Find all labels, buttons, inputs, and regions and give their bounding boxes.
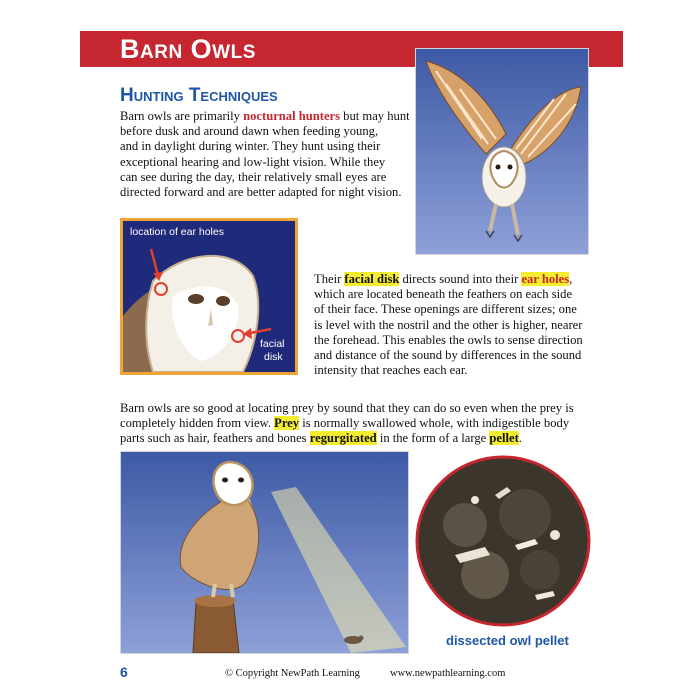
text: directs sound into their <box>399 272 522 286</box>
intro-paragraph <box>120 109 412 200</box>
keyword-ear-holes: ear holes <box>521 272 570 286</box>
label-disk: disk <box>264 351 283 363</box>
text: in the form of a large <box>376 431 490 446</box>
text: Their <box>314 272 345 286</box>
perched-owl-illustration <box>120 451 409 654</box>
label-ear-holes: location of ear holes <box>130 226 224 238</box>
text-line: exceptional hearing and low-light vision. While they <box>120 154 386 169</box>
flying-owl-illustration <box>415 48 589 255</box>
facial-disk-paragraph <box>314 272 586 378</box>
text-line: directed forward and are better adapted for night vision. <box>120 185 402 200</box>
keyword-nocturnal: nocturnal hunters <box>243 109 341 123</box>
website-link[interactable]: www.newpathlearning.com <box>390 668 506 679</box>
page-title: Barn Owls <box>120 34 256 64</box>
text-line: and distance of the sound by differences in the sound <box>314 348 582 363</box>
label-facial: facial <box>260 338 285 350</box>
copyright-text: © Copyright NewPath Learning <box>225 668 360 679</box>
keyword-prey: Prey <box>274 416 300 431</box>
prey-paragraph <box>120 401 598 447</box>
section-heading: Hunting Techniques <box>120 85 278 106</box>
text: but may hunt <box>340 109 410 123</box>
text-line: can see during the day, their relatively small eyes are <box>120 169 387 184</box>
owl-pellet-photo <box>415 455 591 627</box>
text: is normally swallowed whole, with indigestible body <box>299 416 570 431</box>
text: parts such as hair, feathers and bones <box>120 431 310 446</box>
text-line: the forehead. This enables the owls to sense direction <box>314 332 583 347</box>
page-number: 6 <box>120 664 128 680</box>
text: , <box>569 272 573 286</box>
text-line: of their face. These openings are different sizes; one <box>314 302 577 317</box>
ear-hole-diagram <box>120 218 298 375</box>
text-line: Barn owls are so good at locating prey by sound that they can do so even when the prey is <box>120 401 574 415</box>
text-line: before dusk and around dawn when feeding young, <box>120 124 379 139</box>
keyword-facial-disk: facial disk <box>344 272 400 286</box>
keyword-pellet: pellet <box>489 431 519 446</box>
text: completely hidden from view. <box>120 416 275 431</box>
text-line: and in daylight during winter. They hunt using their <box>120 139 381 154</box>
text-line: intensity that reaches each ear. <box>314 363 468 378</box>
pellet-caption: dissected owl pellet <box>446 633 569 648</box>
text-line: which are located beneath the feathers on each side <box>314 287 573 302</box>
text: Barn owls are primarily <box>120 109 244 123</box>
text-line: is level with the nostril and the other is higher, nearer <box>314 317 583 332</box>
text: . <box>518 431 522 446</box>
keyword-regurgitated: regurgitated <box>309 431 377 446</box>
